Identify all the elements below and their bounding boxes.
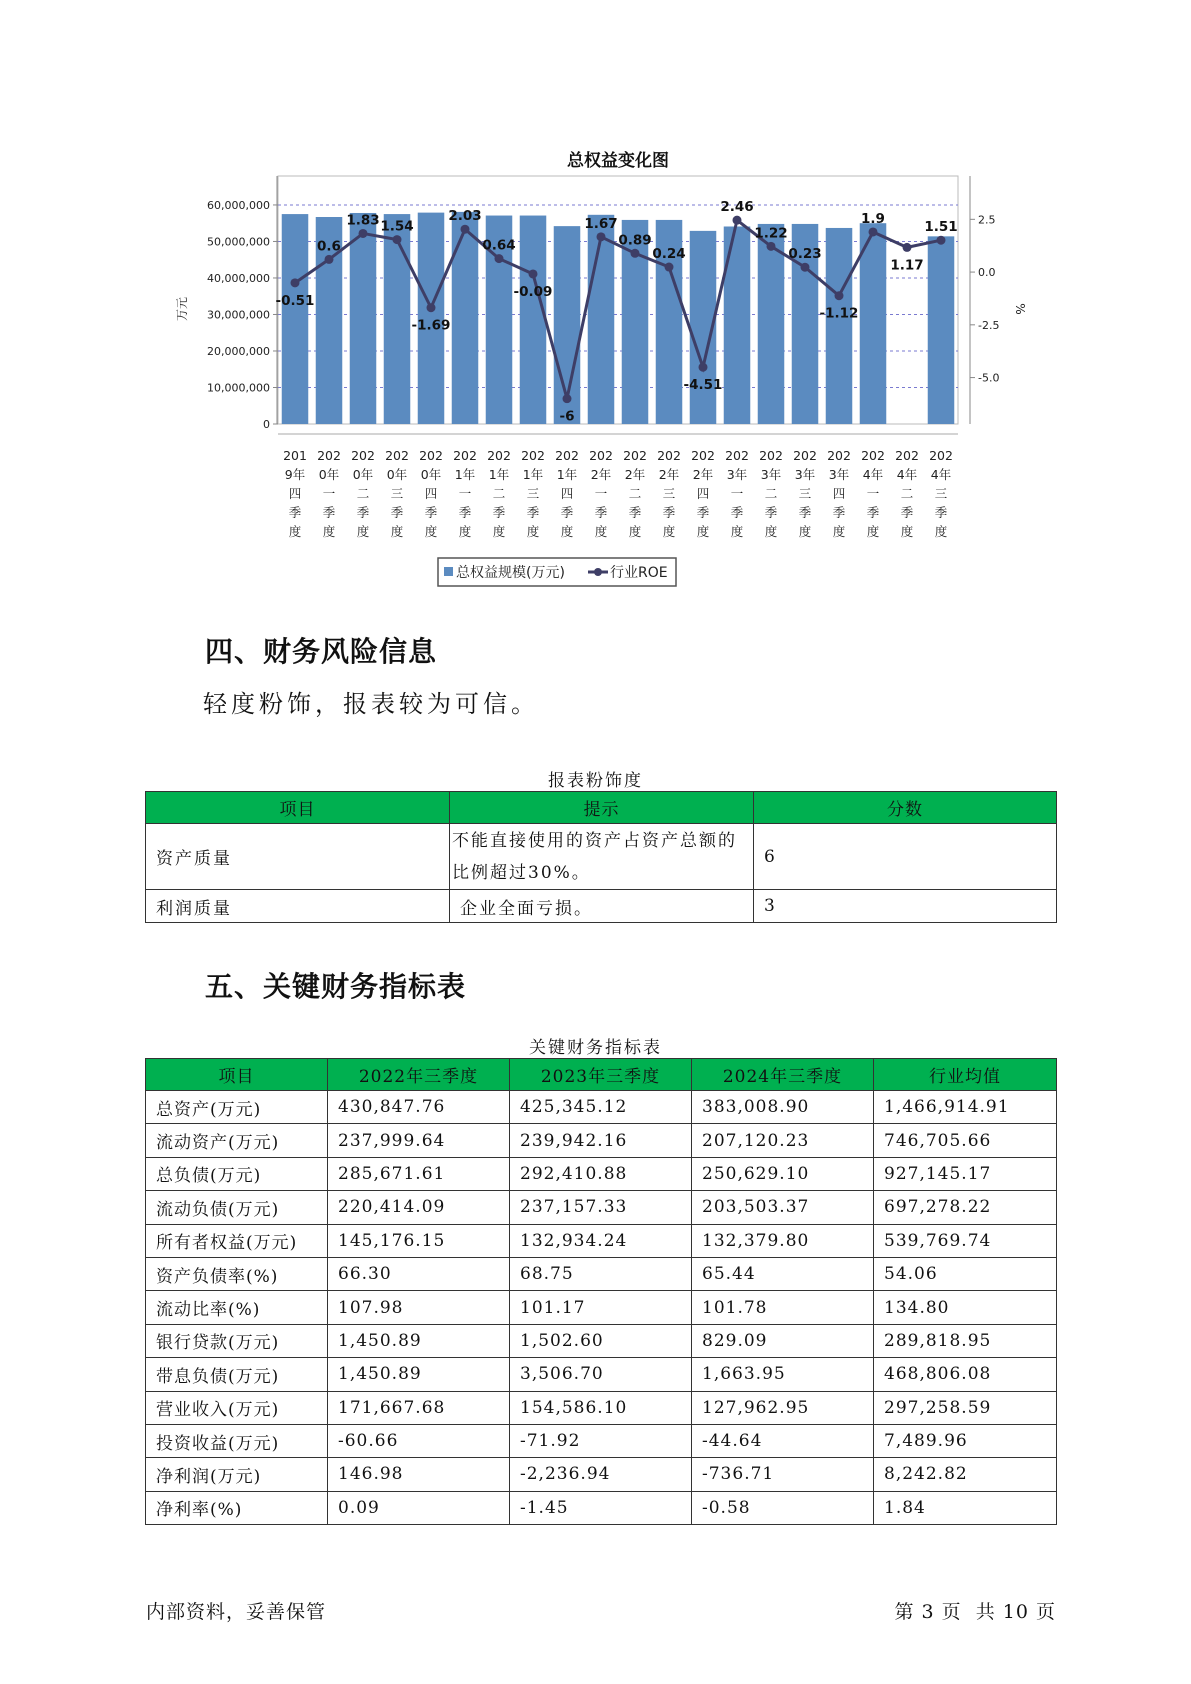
x-tick-label: 202	[555, 448, 579, 463]
x-tick-label: 0年	[386, 467, 408, 482]
x-tick-label: 一	[866, 486, 880, 501]
x-tick-label: 季	[322, 505, 336, 520]
risk-score: 6	[754, 824, 1057, 890]
kpi-2023q3: 68.75	[510, 1257, 692, 1290]
roe-point	[869, 227, 878, 236]
x-tick-label: 三	[526, 486, 540, 501]
x-tick-label: 季	[798, 505, 812, 520]
x-tick-label: 二	[764, 486, 778, 501]
kpi-2023q3: 154,586.10	[510, 1391, 692, 1424]
x-tick-label: 度	[934, 524, 948, 539]
kpi-item: 总负债(万元)	[146, 1157, 328, 1190]
x-tick-label: 0年	[420, 467, 442, 482]
x-tick-label: 季	[662, 505, 676, 520]
roe-data-label: -0.51	[275, 292, 315, 309]
table-row	[146, 1358, 1057, 1391]
kpi-industry-avg: 539,769.74	[874, 1224, 1057, 1257]
x-tick-label: 202	[317, 448, 341, 463]
equity-bar	[928, 236, 955, 424]
x-tick-label: 3年	[828, 467, 850, 482]
x-tick-label: 202	[929, 448, 953, 463]
x-tick-label: 四	[424, 486, 438, 501]
roe-point	[495, 254, 504, 263]
kpi-industry-avg: 54.06	[874, 1257, 1057, 1290]
roe-point	[631, 249, 640, 258]
x-tick-label: 4年	[930, 467, 952, 482]
x-tick-label: 2年	[590, 467, 612, 482]
roe-point	[835, 291, 844, 300]
footer-left: 内部资料，妥善保管	[146, 1601, 327, 1623]
roe-data-label: -4.51	[683, 377, 723, 394]
kpi-industry-avg: 134.80	[874, 1291, 1057, 1324]
x-tick-label: 四	[696, 486, 710, 501]
roe-point	[597, 232, 606, 241]
x-tick-label: 1年	[556, 467, 578, 482]
kpi-2022q3: 237,999.64	[328, 1124, 510, 1157]
x-tick-label: 度	[288, 524, 302, 539]
kpi-table-body	[146, 1059, 1057, 1525]
kpi-2023q3: -1.45	[510, 1491, 692, 1524]
x-tick-label: 202	[521, 448, 545, 463]
kpi-2023q3: 292,410.88	[510, 1157, 692, 1190]
x-tick-label: 2年	[692, 467, 714, 482]
roe-data-label: 1.54	[380, 218, 414, 235]
roe-point	[903, 243, 912, 252]
table-row	[146, 824, 1057, 890]
legend-bar-label: 总权益规模(万元)	[456, 565, 565, 581]
table-row	[146, 1157, 1057, 1190]
x-tick-label: 度	[628, 524, 642, 539]
kpi-table-caption: 关键财务指标表	[529, 1038, 662, 1058]
legend-bar-swatch	[444, 567, 453, 576]
kpi-2024q3: 383,008.90	[692, 1091, 874, 1124]
x-tick-label: 度	[356, 524, 370, 539]
x-tick-label: 度	[764, 524, 778, 539]
kpi-2024q3: 127,962.95	[692, 1391, 874, 1424]
roe-data-label: -6	[559, 408, 575, 425]
x-tick-label: 二	[900, 486, 914, 501]
x-tick-label: 度	[526, 524, 540, 539]
table-row	[146, 1257, 1057, 1290]
x-tick-label: 3年	[760, 467, 782, 482]
roe-data-label: 1.17	[890, 257, 924, 274]
x-tick-label: 一	[594, 486, 608, 501]
table-row	[146, 1391, 1057, 1424]
kpi-2024q3: 250,629.10	[692, 1157, 874, 1190]
roe-data-label: 0.24	[652, 246, 686, 263]
risk-header-score: 分数	[754, 792, 1057, 824]
risk-score: 3	[754, 890, 1057, 923]
x-tick-label: 3年	[726, 467, 748, 482]
kpi-2024q3: 132,379.80	[692, 1224, 874, 1257]
roe-point	[767, 242, 776, 251]
risk-table	[145, 791, 1057, 923]
kpi-industry-avg: 1.84	[874, 1491, 1057, 1524]
x-tick-label: 度	[594, 524, 608, 539]
kpi-header-2024q3: 2024年三季度	[692, 1059, 874, 1091]
x-tick-label: 三	[798, 486, 812, 501]
section5-heading: 五、关键财务指标表	[205, 970, 467, 1003]
roe-point	[291, 278, 300, 287]
table-row	[146, 1491, 1057, 1524]
y-axis-label: 万元	[175, 296, 189, 322]
kpi-item: 投资收益(万元)	[146, 1424, 328, 1457]
x-tick-label: 季	[900, 505, 914, 520]
plot-area	[275, 176, 958, 424]
y-tick-label: 50,000,000	[207, 235, 270, 249]
x-tick-label: 202	[487, 448, 511, 463]
x-tick-label: 3年	[794, 467, 816, 482]
x-tick-label: 4年	[862, 467, 884, 482]
table-row	[146, 1091, 1057, 1124]
y-tick-label: 40,000,000	[207, 271, 270, 285]
roe-point	[801, 263, 810, 272]
kpi-item: 总资产(万元)	[146, 1091, 328, 1124]
equity-bar	[282, 214, 309, 424]
x-tick-label: 二	[628, 486, 642, 501]
kpi-2022q3: 285,671.61	[328, 1157, 510, 1190]
kpi-header-2022q3: 2022年三季度	[328, 1059, 510, 1091]
kpi-item: 净利率(%)	[146, 1491, 328, 1524]
x-tick-label: 季	[560, 505, 574, 520]
equity-bar	[452, 212, 479, 424]
kpi-2023q3: 132,934.24	[510, 1224, 692, 1257]
kpi-industry-avg: 8,242.82	[874, 1458, 1057, 1491]
equity-bar	[758, 224, 785, 424]
kpi-2022q3: 66.30	[328, 1257, 510, 1290]
kpi-2024q3: 203,503.37	[692, 1191, 874, 1224]
x-tick-label: 1年	[488, 467, 510, 482]
y2-tick-label: 2.5	[978, 213, 996, 227]
kpi-item: 所有者权益(万元)	[146, 1224, 328, 1257]
roe-data-label: 0.64	[482, 237, 516, 254]
equity-chart-svg	[170, 140, 1030, 600]
footer-page-number: 第 3 页 共 10 页	[894, 1601, 1056, 1623]
roe-data-label: -1.12	[819, 305, 859, 322]
kpi-table	[145, 1058, 1057, 1525]
equity-bar	[520, 216, 547, 424]
x-tick-label: 度	[458, 524, 472, 539]
section4-heading: 四、财务风险信息	[205, 635, 438, 668]
roe-data-label: 0.6	[317, 238, 341, 255]
x-tick-label: 1年	[522, 467, 544, 482]
kpi-item: 流动负债(万元)	[146, 1191, 328, 1224]
table-row	[146, 890, 1057, 923]
roe-point	[427, 303, 436, 312]
x-tick-label: 四	[832, 486, 846, 501]
kpi-item: 银行贷款(万元)	[146, 1324, 328, 1357]
kpi-header-2023q3: 2023年三季度	[510, 1059, 692, 1091]
kpi-item: 净利润(万元)	[146, 1458, 328, 1491]
kpi-2022q3: -60.66	[328, 1424, 510, 1457]
x-tick-label: 202	[589, 448, 613, 463]
x-tick-label: 季	[526, 505, 540, 520]
risk-item: 资产质量	[146, 824, 450, 890]
x-tick-label: 202	[827, 448, 851, 463]
x-tick-label: 季	[288, 505, 302, 520]
kpi-industry-avg: 289,818.95	[874, 1324, 1057, 1357]
roe-data-label: 0.23	[788, 246, 822, 263]
x-tick-label: 202	[351, 448, 375, 463]
x-tick-label: 季	[390, 505, 404, 520]
x-tick-label: 季	[832, 505, 846, 520]
x-tick-label: 度	[730, 524, 744, 539]
table-row	[146, 1324, 1057, 1357]
table-row	[146, 1458, 1057, 1491]
risk-header-hint: 提示	[450, 792, 754, 824]
x-tick-label: 度	[662, 524, 676, 539]
x-tick-label: 季	[934, 505, 948, 520]
roe-point	[359, 229, 368, 238]
kpi-header-industry-avg: 行业均值	[874, 1059, 1057, 1091]
y-tick-label: 30,000,000	[207, 308, 270, 322]
x-tick-label: 季	[356, 505, 370, 520]
roe-point	[393, 235, 402, 244]
kpi-2024q3: 65.44	[692, 1257, 874, 1290]
kpi-2024q3: -44.64	[692, 1424, 874, 1457]
x-tick-label: 度	[832, 524, 846, 539]
roe-data-label: 1.9	[861, 210, 885, 227]
kpi-item: 流动比率(%)	[146, 1291, 328, 1324]
equity-chart	[170, 140, 1030, 600]
table-row	[146, 1424, 1057, 1457]
table-row	[146, 1191, 1057, 1224]
equity-bar	[588, 215, 615, 424]
kpi-industry-avg: 7,489.96	[874, 1424, 1057, 1457]
roe-data-label: -1.69	[411, 317, 451, 334]
x-tick-label: 三	[662, 486, 676, 501]
kpi-2023q3: -2,236.94	[510, 1458, 692, 1491]
kpi-2023q3: 237,157.33	[510, 1191, 692, 1224]
x-tick-label: 度	[798, 524, 812, 539]
y-tick-label: 60,000,000	[207, 198, 270, 212]
roe-point	[461, 225, 470, 234]
x-tick-label: 0年	[352, 467, 374, 482]
roe-point	[665, 263, 674, 272]
kpi-industry-avg: 746,705.66	[874, 1124, 1057, 1157]
risk-hint: 企业全面亏损。	[450, 890, 754, 923]
x-tick-label: 度	[492, 524, 506, 539]
kpi-2023q3: -71.92	[510, 1424, 692, 1457]
x-tick-label: 一	[458, 486, 472, 501]
x-tick-label: 三	[934, 486, 948, 501]
x-tick-label: 9年	[284, 467, 306, 482]
y-tick-label: 0	[263, 418, 270, 431]
kpi-item: 流动资产(万元)	[146, 1124, 328, 1157]
x-tick-label: 202	[793, 448, 817, 463]
kpi-2024q3: -736.71	[692, 1458, 874, 1491]
kpi-item: 营业收入(万元)	[146, 1391, 328, 1424]
y-tick-label: 10,000,000	[207, 381, 270, 395]
x-tick-label: 度	[866, 524, 880, 539]
x-tick-label: 季	[696, 505, 710, 520]
x-tick-label: 2年	[624, 467, 646, 482]
x-tick-label: 一	[730, 486, 744, 501]
roe-data-label: 2.03	[448, 208, 482, 225]
x-tick-label: 0年	[318, 467, 340, 482]
x-tick-label: 202	[691, 448, 715, 463]
table-row	[146, 1124, 1057, 1157]
roe-data-label: 0.89	[618, 232, 652, 249]
kpi-2022q3: 430,847.76	[328, 1091, 510, 1124]
kpi-2022q3: 1,450.89	[328, 1324, 510, 1357]
equity-bar	[860, 223, 887, 424]
risk-table-header	[146, 792, 1057, 824]
kpi-2022q3: 107.98	[328, 1291, 510, 1324]
roe-point	[529, 269, 538, 278]
x-tick-label: 202	[759, 448, 783, 463]
x-tick-label: 度	[322, 524, 336, 539]
kpi-2022q3: 220,414.09	[328, 1191, 510, 1224]
x-tick-label: 202	[861, 448, 885, 463]
kpi-item: 资产负债率(%)	[146, 1257, 328, 1290]
equity-bar	[826, 228, 853, 424]
x-tick-label: 四	[288, 486, 302, 501]
kpi-2024q3: 101.78	[692, 1291, 874, 1324]
x-tick-label: 202	[419, 448, 443, 463]
y-tick-label: 20,000,000	[207, 344, 270, 358]
kpi-industry-avg: 1,466,914.91	[874, 1091, 1057, 1124]
x-tick-label: 一	[322, 486, 336, 501]
x-tick-label: 度	[900, 524, 914, 539]
roe-data-label: 1.83	[346, 212, 380, 229]
kpi-industry-avg: 927,145.17	[874, 1157, 1057, 1190]
x-tick-label: 202	[453, 448, 477, 463]
legend-line-label: 行业ROE	[610, 565, 668, 581]
roe-data-label: 1.51	[924, 219, 958, 236]
kpi-2024q3: 207,120.23	[692, 1124, 874, 1157]
kpi-industry-avg: 297,258.59	[874, 1391, 1057, 1424]
x-tick-label: 201	[283, 448, 307, 463]
kpi-2022q3: 0.09	[328, 1491, 510, 1524]
x-tick-label: 季	[730, 505, 744, 520]
kpi-item: 带息负债(万元)	[146, 1358, 328, 1391]
kpi-table-header	[146, 1059, 1057, 1091]
risk-item: 利润质量	[146, 890, 450, 923]
roe-point	[699, 363, 708, 372]
kpi-2024q3: 829.09	[692, 1324, 874, 1357]
x-tick-label: 四	[560, 486, 574, 501]
kpi-industry-avg: 468,806.08	[874, 1358, 1057, 1391]
kpi-header-item: 项目	[146, 1059, 328, 1091]
roe-point	[325, 255, 334, 264]
kpi-2023q3: 101.17	[510, 1291, 692, 1324]
x-tick-label: 度	[424, 524, 438, 539]
x-tick-label: 季	[492, 505, 506, 520]
kpi-2023q3: 239,942.16	[510, 1124, 692, 1157]
y2-axis-label: %	[1013, 303, 1027, 315]
roe-point	[937, 236, 946, 245]
y2-tick-label: -2.5	[978, 318, 1000, 332]
section4-text: 轻度粉饰，报表较为可信。	[203, 690, 539, 718]
x-tick-label: 季	[424, 505, 438, 520]
table-row	[146, 1291, 1057, 1324]
kpi-2024q3: 1,663.95	[692, 1358, 874, 1391]
risk-table-caption: 报表粉饰度	[548, 771, 643, 791]
x-tick-label: 202	[725, 448, 749, 463]
kpi-2022q3: 146.98	[328, 1458, 510, 1491]
x-tick-label: 季	[458, 505, 472, 520]
kpi-2023q3: 425,345.12	[510, 1091, 692, 1124]
y2-tick-label: 0.0	[978, 266, 996, 280]
x-tick-label: 季	[764, 505, 778, 520]
x-tick-label: 202	[385, 448, 409, 463]
x-tick-label: 度	[390, 524, 404, 539]
x-tick-label: 二	[492, 486, 506, 501]
x-tick-label: 季	[628, 505, 642, 520]
roe-data-label: 2.46	[720, 199, 754, 216]
x-tick-label: 季	[866, 505, 880, 520]
roe-data-label: 1.67	[584, 215, 618, 232]
kpi-2024q3: -0.58	[692, 1491, 874, 1524]
x-tick-label: 度	[560, 524, 574, 539]
x-tick-label: 二	[356, 486, 370, 501]
x-tick-label: 2年	[658, 467, 680, 482]
y2-tick-label: -5.0	[978, 371, 1000, 385]
roe-data-label: 1.22	[754, 225, 788, 242]
roe-data-label: -0.09	[513, 283, 553, 300]
kpi-2022q3: 171,667.68	[328, 1391, 510, 1424]
kpi-2023q3: 1,502.60	[510, 1324, 692, 1357]
kpi-2022q3: 1,450.89	[328, 1358, 510, 1391]
kpi-2022q3: 145,176.15	[328, 1224, 510, 1257]
x-tick-label: 202	[895, 448, 919, 463]
risk-hint: 不能直接使用的资产占资产总额的比例超过30%。	[450, 824, 754, 890]
equity-bar	[384, 214, 411, 424]
equity-bar	[350, 213, 377, 424]
legend-line-marker	[594, 568, 602, 576]
kpi-2023q3: 3,506.70	[510, 1358, 692, 1391]
x-tick-label: 季	[594, 505, 608, 520]
x-tick-label: 度	[696, 524, 710, 539]
roe-point	[563, 394, 572, 403]
x-tick-label: 202	[623, 448, 647, 463]
x-tick-label: 4年	[896, 467, 918, 482]
x-tick-label: 202	[657, 448, 681, 463]
x-tick-label: 1年	[454, 467, 476, 482]
kpi-industry-avg: 697,278.22	[874, 1191, 1057, 1224]
table-row	[146, 1224, 1057, 1257]
roe-point	[733, 216, 742, 225]
chart-title: 总权益变化图	[567, 151, 669, 171]
x-tick-label: 三	[390, 486, 404, 501]
risk-header-item: 项目	[146, 792, 450, 824]
